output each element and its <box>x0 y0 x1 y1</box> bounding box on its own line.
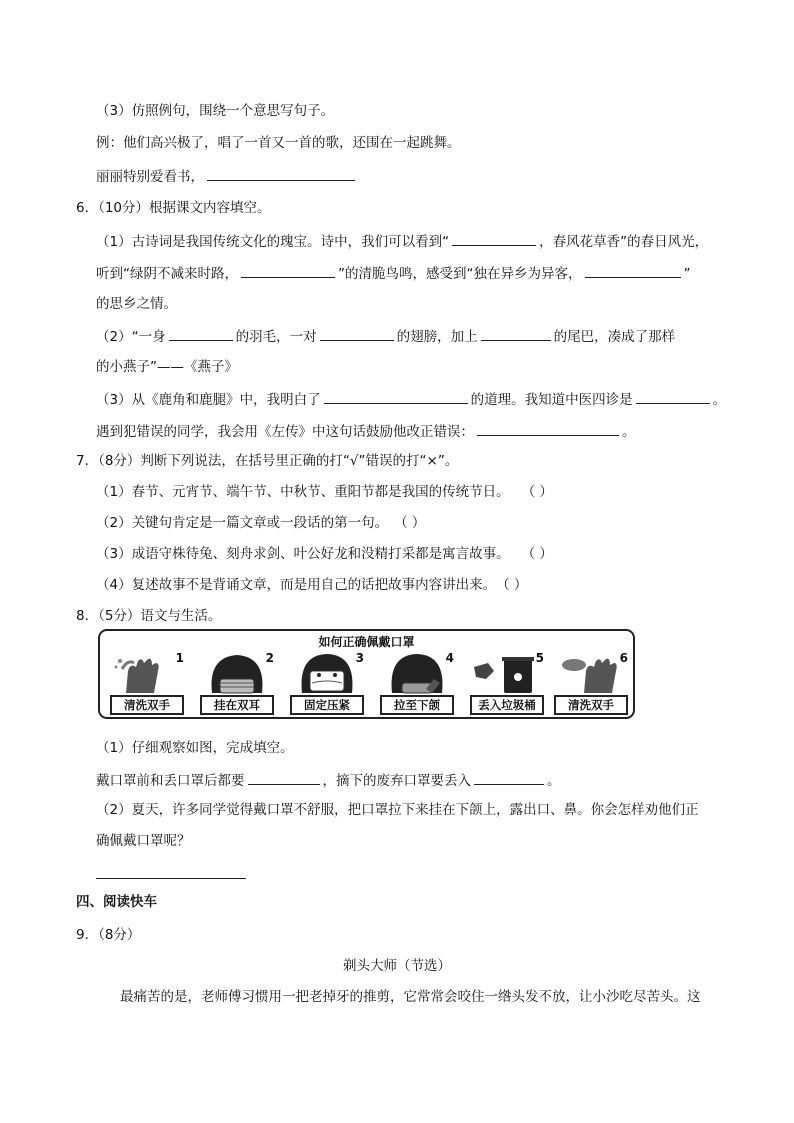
passage-line: 最痛苦的是，老师傅习惯用一把老掉牙的推剪，它常常会咬住一绺头发不放，让小沙吃尽苦头。这 <box>120 989 701 1005</box>
step-number: 3 <box>355 651 364 665</box>
step-label: 拉至下颌 <box>380 695 454 715</box>
answer-paren[interactable]: （ ） <box>521 484 553 500</box>
section-heading: 四、阅读快车 <box>76 894 157 910</box>
q8-1-text: ，摘下的废弃口罩要丢入 <box>322 773 471 789</box>
q6-1-line1 <box>96 231 708 251</box>
step-number: 6 <box>619 651 628 665</box>
q6-2-line1 <box>96 326 675 346</box>
q6-1-text: 听到“绿阴不减来时路， <box>96 266 238 282</box>
answer-blank[interactable] <box>481 326 551 341</box>
answer-paren[interactable]: （ ） <box>394 515 426 531</box>
answer-paren[interactable]: （ ） <box>521 546 553 562</box>
q6-1-text: ”的清脆鸟鸣，感受到“独在异乡为异客， <box>338 266 582 282</box>
q8-1-text: 戴口罩前和丢口罩后都要 <box>96 773 245 789</box>
q7-heading: 7．（8分）判断下列说法，在括号里正确的打“√”错误的打“×”。 <box>76 453 459 469</box>
q7-item-2 <box>96 514 425 532</box>
q8-2-answer-line <box>96 864 246 884</box>
answer-blank[interactable] <box>452 231 536 246</box>
q7-item-1 <box>96 483 553 501</box>
q6-2-text: （2）“一身 <box>96 329 166 345</box>
step-4 <box>374 649 460 717</box>
answer-blank[interactable] <box>320 326 394 341</box>
q6-1-line3: 的思乡之情。 <box>96 296 177 312</box>
answer-blank[interactable] <box>477 421 619 436</box>
q8-1-instruction: （1）仔细观察如图，完成填空。 <box>96 740 294 756</box>
step-2 <box>194 649 280 717</box>
answer-paren[interactable]: （ ） <box>496 577 528 593</box>
step-number: 5 <box>535 651 544 665</box>
answer-blank[interactable] <box>636 389 710 404</box>
q9-heading: 9．（8分） <box>76 927 141 943</box>
q6-1-text: ，春风花草香”的春日风光， <box>539 234 709 250</box>
answer-blank[interactable] <box>585 263 681 278</box>
q7-item-text: （3）成语守株待兔、刻舟求剑、叶公好龙和没精打采都是寓言故事。 <box>96 546 510 562</box>
q5-3-prompt-line <box>96 166 358 186</box>
q6-2-text: 的翅膀，加上 <box>396 329 478 345</box>
step-1 <box>104 649 190 717</box>
q7-item-text: （4）复述故事不是背诵文章，而是用自己的话把故事内容讲出来。 <box>96 577 497 593</box>
step-3 <box>284 649 370 717</box>
q6-heading: 6．（10分）根据课文内容填空。 <box>76 200 271 216</box>
step-number: 4 <box>445 651 454 665</box>
q6-1-text: （1）古诗词是我国传统文化的瑰宝。诗中，我们可以看到“ <box>96 234 450 250</box>
step-6 <box>548 649 634 717</box>
q8-2-line2: 确佩戴口罩呢？ <box>96 833 191 849</box>
figure-title: 如何正确佩戴口罩 <box>318 635 415 649</box>
step-label: 固定压紧 <box>290 695 364 715</box>
q6-3-text: 。 <box>712 392 727 408</box>
answer-blank[interactable] <box>207 166 355 181</box>
q7-item-text: （1）春节、元宵节、端午节、中秋节、重阳节都是我国的传统节日。 <box>96 484 510 500</box>
step-label: 清洗双手 <box>110 695 184 715</box>
step-number: 2 <box>265 651 274 665</box>
step-number: 1 <box>175 651 184 665</box>
q7-item-4 <box>96 576 527 594</box>
q7-item-3 <box>96 545 553 563</box>
answer-blank[interactable] <box>248 770 320 785</box>
q8-1-fill-line <box>96 770 561 790</box>
q5-3-example: 例：他们高兴极了，唱了一首又一首的歌，还围在一起跳舞。 <box>96 135 461 151</box>
q8-2-line1: （2）夏天，许多同学觉得戴口罩不舒服，把口罩拉下来挂在下颌上，露出口、鼻。你会怎样劝他们正 <box>96 802 699 818</box>
answer-blank[interactable] <box>96 864 246 879</box>
q6-1-text: ” <box>683 266 691 282</box>
q6-3-text: 遇到犯错误的同学，我会用《左传》中这句话鼓励他改正错误： <box>96 424 474 440</box>
q6-2-text: 的羽毛，一对 <box>235 329 317 345</box>
q6-3-line1 <box>96 389 726 409</box>
q8-1-text: 。 <box>547 773 561 789</box>
answer-blank[interactable] <box>474 770 544 785</box>
q5-3-prompt: 丽丽特别爱看书， <box>96 169 204 185</box>
q6-1-line2 <box>96 263 691 283</box>
q6-3-line2 <box>96 421 636 441</box>
mask-steps-figure <box>98 629 635 719</box>
step-label: 清洗双手 <box>554 695 628 715</box>
answer-blank[interactable] <box>324 389 468 404</box>
q6-3-text: （3）从《鹿角和鹿腿》中，我明白了 <box>96 392 321 408</box>
q6-3-text: 。 <box>622 424 636 440</box>
q7-item-text: （2）关键句肯定是一篇文章或一段话的第一句。 <box>96 515 389 531</box>
step-label: 挂在双耳 <box>200 695 274 715</box>
answer-blank[interactable] <box>241 263 335 278</box>
q6-3-text: 的道理。我知道中医四诊是 <box>470 392 633 408</box>
answer-blank[interactable] <box>169 326 233 341</box>
q8-heading: 8．（5分）语文与生活。 <box>76 608 222 624</box>
q5-3-instruction: （3）仿照例句，围绕一个意思写句子。 <box>96 103 335 119</box>
q6-2-line2: 的小燕子”——《燕子》 <box>96 359 238 375</box>
step-label: 丢入垃圾桶 <box>470 695 544 715</box>
passage-title: 剃头大师（节选） <box>343 958 451 974</box>
step-5 <box>464 649 550 717</box>
q6-2-text: 的尾巴，凑成了那样 <box>553 329 676 345</box>
